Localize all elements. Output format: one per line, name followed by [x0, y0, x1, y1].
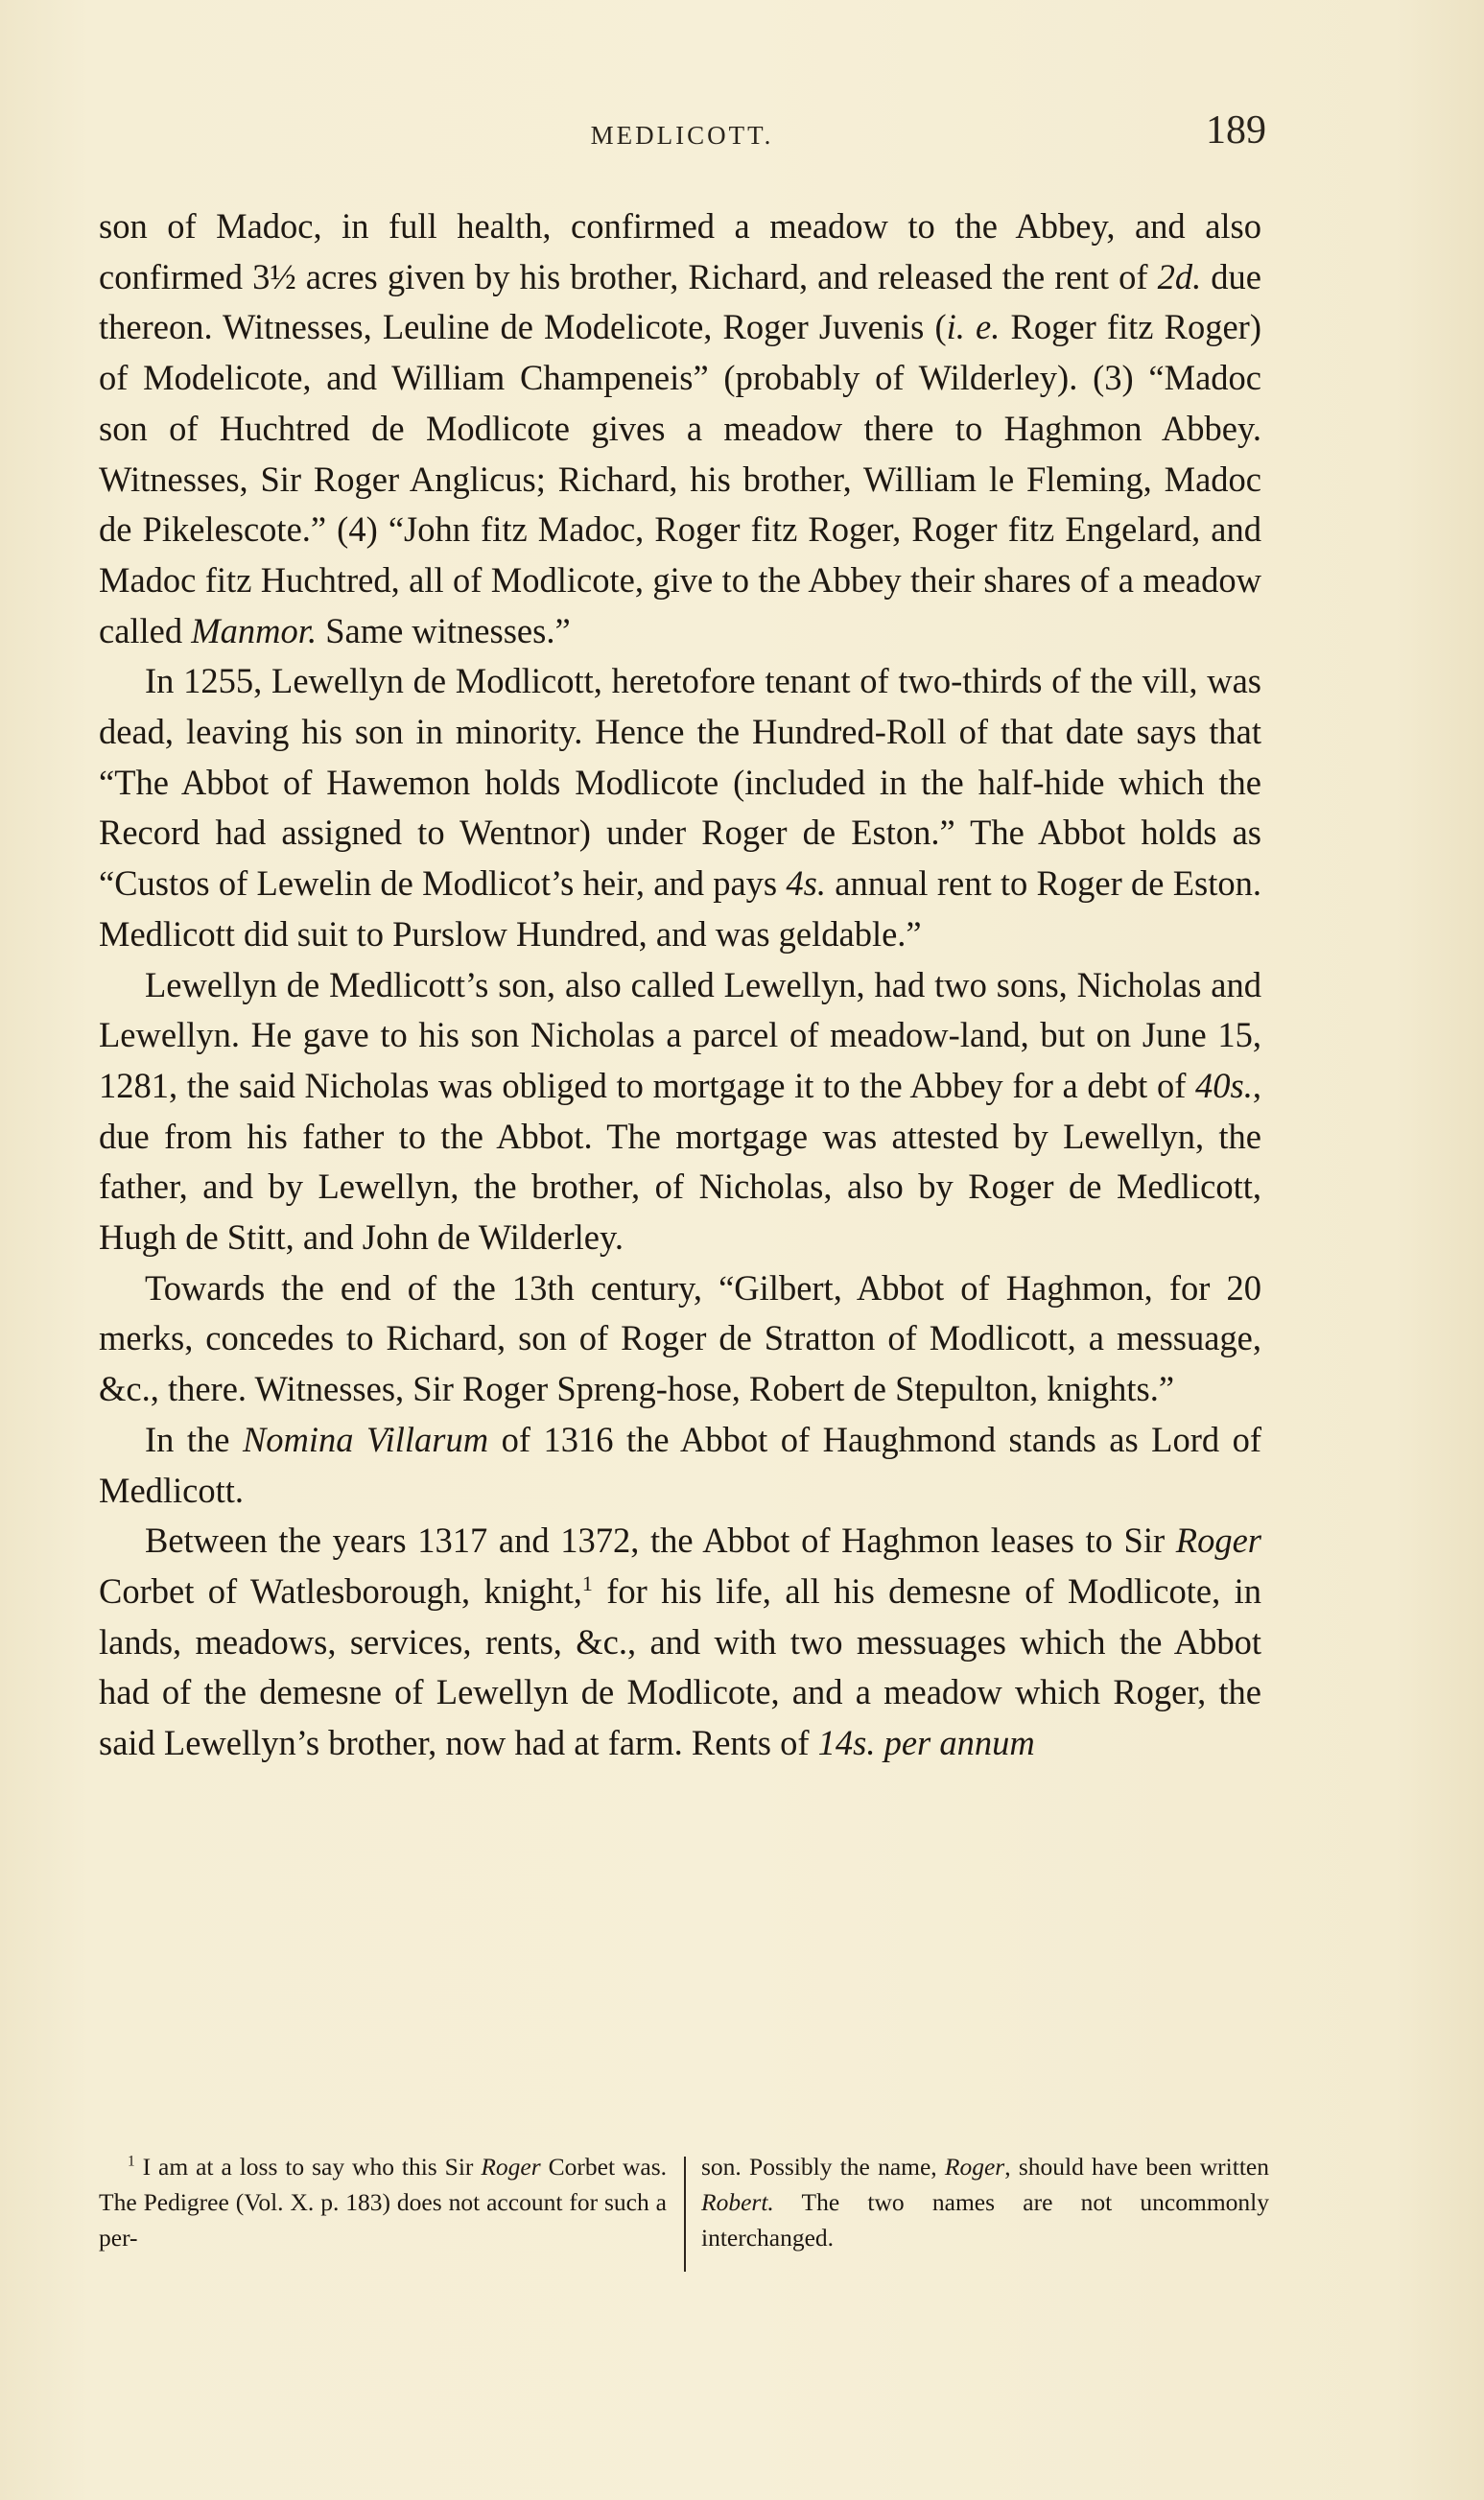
footnote-1 — [99, 2149, 667, 2255]
text-run: In 1255, Lewellyn de Modlicott, heretofore tenant of two-thirds of the vill, was dead, leaving his son in minority. Hence the Hundred-Roll of that date says that “The Abbot of Hawemon holds Modlicote (included in the half-hide which the Record had assigned to Wentnor) under Roger de Eston.” The Abbot holds as “Custos of Lewelin de Modlicot’s heir, and pays — [99, 661, 1261, 904]
paragraph-3 — [99, 960, 1261, 1263]
text-run: son. Possibly the name, — [701, 2153, 945, 2181]
footnote-reference: 1 — [581, 1570, 593, 1595]
text-run: for his life, all his demesne of Modlicote, in lands, meadows, services, rents, &c., and with two messuages which the Abbot had of the demesne of Lewellyn de Modlicote, and a meadow which Roger, the said Lewellyn’s brother, now had at farm. Rents of — [99, 1570, 1261, 1763]
italic-run: 14s. — [817, 1723, 876, 1763]
body-text — [99, 201, 1261, 1769]
text-run: In the — [145, 1419, 243, 1459]
text-run: Same witnesses.” — [317, 610, 571, 650]
paragraph-4 — [99, 1263, 1261, 1415]
italic-run: 40s. — [1195, 1065, 1253, 1105]
italic-run: Manmor. — [191, 610, 318, 650]
footnote-left-column — [99, 2149, 667, 2255]
text-run: Corbet was. The Pedigree (Vol. X. p. 183) does not account for such a per- — [99, 2153, 667, 2252]
italic-run: Nomina Villarum — [242, 1419, 489, 1459]
text-run: , should have been written — [1004, 2153, 1269, 2181]
text-run: The two names are not uncommonly interchanged. — [701, 2188, 1269, 2252]
paragraph-1 — [99, 201, 1261, 656]
footnote-right-column — [701, 2149, 1269, 2255]
text-run: of 1316 the Abbot of Haughmond stands as Lord of Medlicott. — [99, 1419, 1261, 1510]
italic-run: Roger — [944, 2153, 1005, 2181]
italic-run: i. e. — [946, 307, 1001, 347]
running-title: MEDLICOTT. — [590, 121, 774, 150]
footnote-1-continued — [701, 2149, 1269, 2255]
text-run: due thereon. Witnesses, Leuline de Modelicote, Roger Juvenis ( — [99, 256, 1261, 347]
italic-run: Roger — [481, 2153, 541, 2181]
italic-run: Roger — [1175, 1521, 1261, 1561]
footnotes — [99, 2149, 1269, 2293]
text-run: I am at a loss to say who this Sir — [134, 2153, 482, 2181]
italic-run: 4s. — [786, 863, 826, 904]
text-run: Between the years 1317 and 1372, the Abbot of Haghmon leases to Sir — [145, 1521, 1176, 1561]
italic-run: Robert. — [701, 2188, 774, 2216]
text-run: , due from his father to the Abbot. The mortgage was attested by Lewellyn, the father, and by Lewellyn, the brother, of Nicholas, also by Roger de Medlicott, Hugh de Stitt, and John de Wilderley. — [99, 1065, 1261, 1258]
text-run — [875, 1723, 883, 1762]
italic-run: 2d. — [1157, 256, 1202, 296]
text-run: Corbet of Watlesborough, knight, — [99, 1570, 582, 1611]
page-number: 189 — [1206, 108, 1266, 153]
text-run: Roger fitz Roger) of Modelicote, and William Champeneis” (probably of Wilderley). (3) “Madoc son of Huchtred de Modlicote gives a meadow there to Haghmon Abbey. Witnesses, Sir Roger Anglicus; Richard, his brother, William le Fleming, Madoc de Pikelescote.” (4) “John fitz Madoc, Roger fitz Roger, Roger fitz Engelard, and Madoc fitz Huchtred, all of Modlicote, give to the Abbey their shares of a meadow called — [99, 307, 1261, 650]
paragraph-2 — [99, 656, 1261, 959]
text-run: Towards the end of the 13th century, “Gilbert, Abbot of Haghmon, for 20 merks, concedes to Richard, son of Roger de Stratton of Modlicott, a messuage, &c., there. Witnesses, Sir Roger Spreng-hose, Robert de Stepulton, knights.” — [99, 1267, 1261, 1409]
footnote-marker: 1 — [128, 2153, 135, 2170]
text-run: annual rent to Roger de Eston. Medlicott did suit to Purslow Hundred, and was geldable.” — [99, 863, 1261, 954]
column-divider — [684, 2157, 686, 2272]
paragraph-6 — [99, 1516, 1261, 1769]
italic-run: per annum — [883, 1723, 1035, 1763]
paragraph-5 — [99, 1415, 1261, 1516]
page-header — [98, 107, 1266, 165]
text-run: Lewellyn de Medlicott’s son, also called Lewellyn, had two sons, Nicholas and Lewellyn. He gave to his son Nicholas a parcel of meadow-land, but on June 15, 1281, the said Nicholas was obliged to mortgage it to the Abbey for a debt of — [99, 964, 1261, 1105]
text-run: son of Madoc, in full health, confirmed a meadow to the Abbey, and also confirmed 3½ acres given by his brother, Richard, and released the rent of — [99, 206, 1261, 296]
